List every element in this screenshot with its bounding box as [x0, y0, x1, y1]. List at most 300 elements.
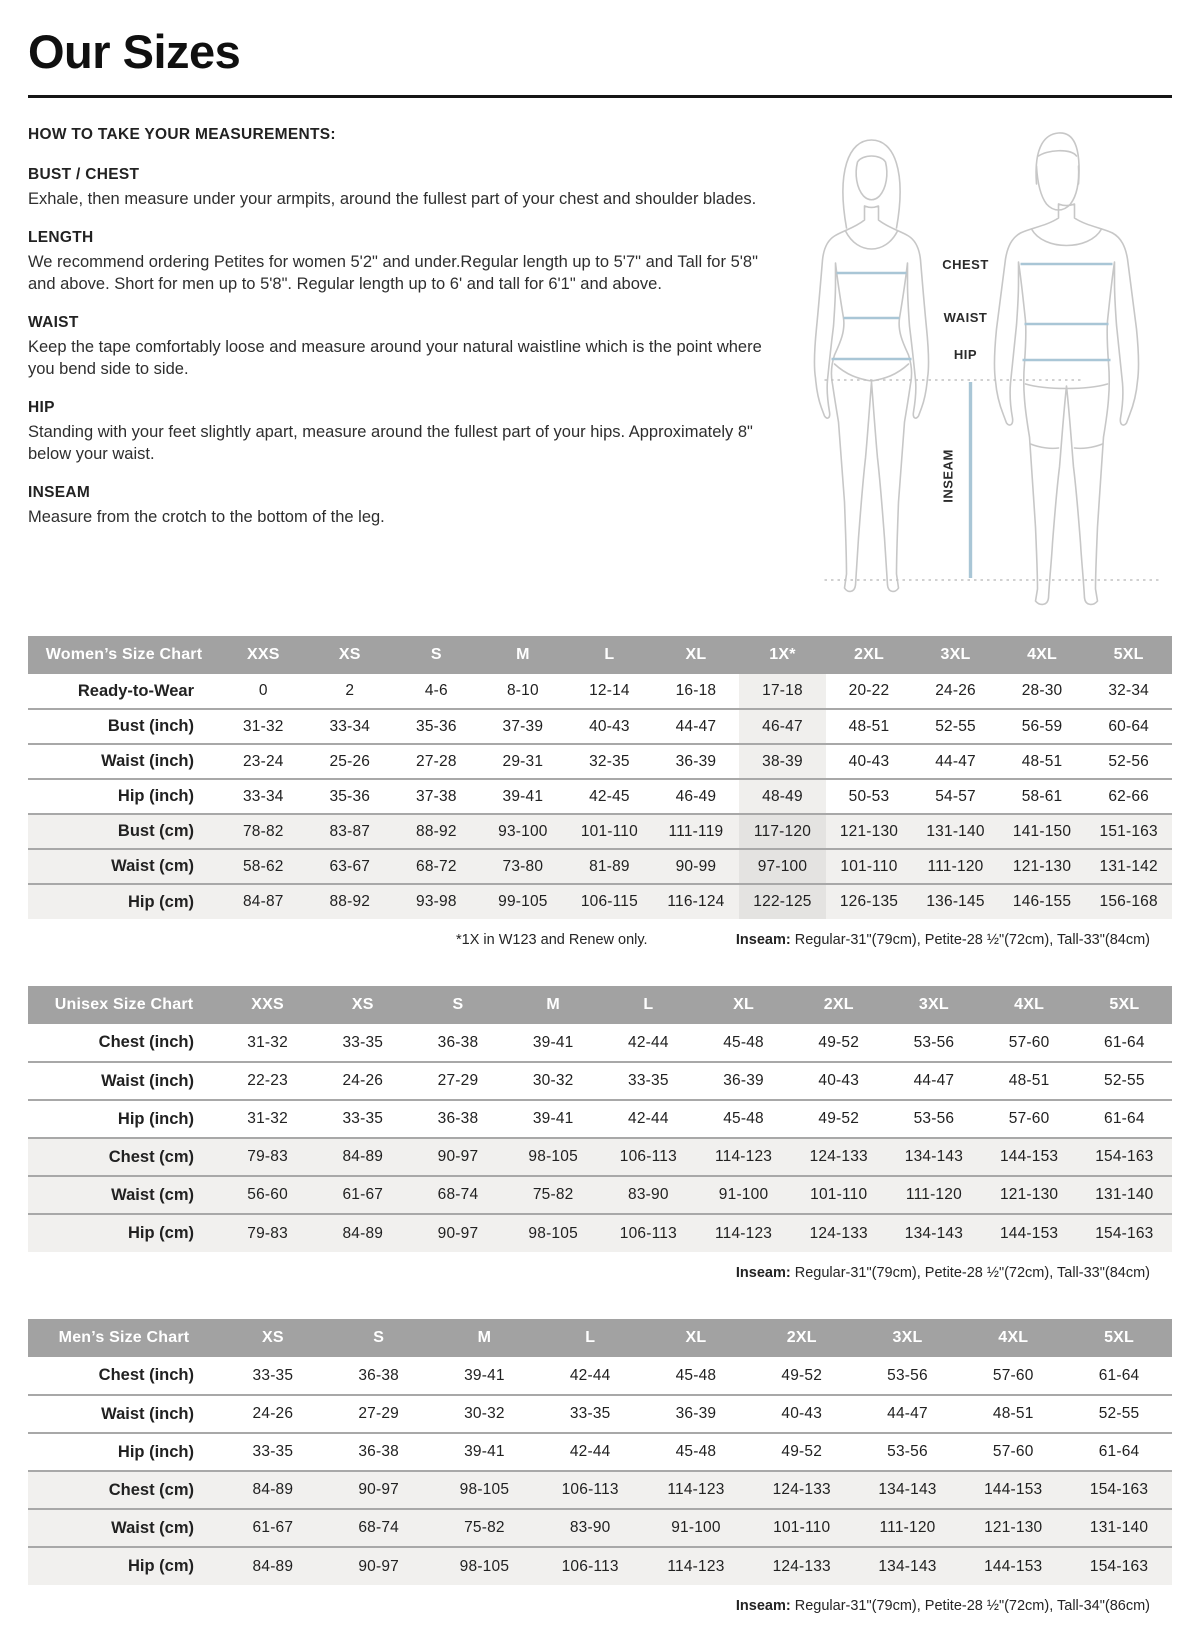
size-cell: 49-52 [818, 1033, 860, 1051]
size-cell: 116-124 [667, 893, 725, 910]
title-divider [28, 95, 1172, 98]
size-cell: 93-98 [416, 893, 457, 910]
size-cell: 37-39 [502, 717, 544, 735]
size-cell: 57-60 [1008, 1033, 1050, 1051]
measurement-diagram [782, 128, 1172, 610]
size-cell: 131-140 [1089, 1519, 1149, 1536]
size-cell: 24-26 [342, 1072, 384, 1089]
size-cell: 73-80 [502, 857, 544, 875]
size-cell: 22-23 [247, 1072, 288, 1089]
size-cell: 68-72 [416, 857, 457, 875]
size-cell: 33-35 [252, 1443, 294, 1460]
size-cell: 156-168 [1099, 893, 1158, 910]
size-cell: 24-26 [252, 1405, 294, 1422]
size-cell: 52-56 [1108, 752, 1149, 770]
size-cell: 30-32 [532, 1072, 574, 1089]
size-cell: 84-87 [242, 893, 284, 910]
size-cell: 154-163 [1089, 1557, 1149, 1575]
table-row-ready-to-wear [28, 674, 1172, 709]
size-cell: 39-41 [464, 1443, 505, 1460]
size-cell: 54-57 [935, 787, 976, 805]
size-cell: 4-6 [424, 682, 448, 699]
size-cell: 106-115 [580, 893, 638, 910]
body-figures-illustration [782, 128, 1172, 610]
row-label: Bust (inch) [107, 717, 194, 735]
size-cell: 35-36 [416, 717, 457, 735]
women-s-size-chart [28, 636, 1172, 919]
size-cell: 114-123 [667, 1481, 725, 1498]
table-footnote [28, 932, 1150, 948]
size-cell: 39-41 [532, 1110, 574, 1127]
size-cell: 31-32 [242, 717, 284, 735]
size-cell: 17-18 [739, 674, 826, 709]
table-row-waist-inch [28, 1062, 1172, 1100]
column-header-3xl: 3XL [912, 636, 999, 674]
size-cell: 98-105 [528, 1148, 578, 1165]
size-cell: 48-49 [739, 779, 826, 814]
size-cell: 101-110 [773, 1519, 831, 1536]
size-cell: 111-120 [879, 1519, 936, 1536]
size-cell: 42-44 [569, 1366, 611, 1384]
size-cell: 111-120 [905, 1186, 962, 1203]
size-cell: 154-163 [1095, 1224, 1154, 1242]
size-cell: 126-135 [839, 893, 899, 910]
size-cell: 53-56 [913, 1110, 955, 1127]
size-cell: 42-45 [589, 787, 630, 805]
size-cell: 88-92 [416, 822, 457, 840]
row-label: Waist (inch) [101, 752, 194, 770]
size-cell: 32-34 [1108, 682, 1149, 699]
section-inseam [28, 484, 774, 529]
size-cell: 106-113 [619, 1148, 677, 1165]
size-cell: 141-150 [1012, 822, 1072, 840]
size-cell: 45-48 [723, 1110, 764, 1127]
size-cell: 40-43 [589, 717, 630, 735]
size-cell: 121-130 [839, 822, 899, 840]
table-row-waist-inch [28, 1395, 1172, 1433]
men-s-size-chart-block [28, 1319, 1172, 1614]
size-cell: 90-97 [358, 1481, 399, 1498]
size-cell: 56-59 [1021, 717, 1063, 735]
size-cell: 134-143 [904, 1148, 964, 1165]
size-cell: 48-51 [848, 717, 890, 735]
table-footnote [28, 1265, 1150, 1281]
row-label: Waist (cm) [111, 1185, 194, 1204]
size-cell: 52-55 [1098, 1405, 1140, 1422]
table-row-waist-cm [28, 849, 1172, 884]
column-header-5xl: 5XL [1077, 986, 1172, 1024]
inseam-footnote-label: Inseam: [735, 1265, 791, 1281]
size-cell: 78-82 [242, 822, 284, 840]
section-bust-chest [28, 166, 774, 211]
size-cell: 25-26 [329, 752, 371, 770]
row-label: Chest (cm) [108, 1147, 194, 1166]
table-row-bust-inch [28, 709, 1172, 744]
size-cell: 83-90 [569, 1519, 611, 1536]
size-cell: 60-64 [1108, 717, 1149, 735]
size-cell: 131-140 [1095, 1186, 1154, 1203]
size-cell: 91-100 [671, 1519, 721, 1536]
size-cell: 46-47 [739, 709, 826, 744]
table-row-hip-cm [28, 1214, 1172, 1252]
size-cell: 33-35 [342, 1110, 384, 1127]
size-cell: 131-142 [1099, 857, 1158, 875]
size-cell: 117-120 [739, 814, 826, 849]
size-cell: 40-43 [781, 1405, 823, 1422]
size-cell: 62-66 [1108, 787, 1149, 805]
row-label: Ready-to-Wear [77, 681, 194, 700]
column-header-4xl: 4XL [999, 636, 1086, 674]
size-cell: 144-153 [999, 1148, 1059, 1165]
size-cell: 134-143 [904, 1224, 964, 1242]
section-heading: LENGTH [28, 228, 94, 246]
section-length [28, 229, 774, 296]
size-cell: 36-38 [437, 1033, 479, 1051]
size-cell: 106-113 [619, 1224, 677, 1242]
size-cell: 83-87 [329, 822, 371, 840]
column-header-m: M [506, 986, 601, 1024]
size-cell: 36-39 [675, 1405, 717, 1422]
size-cell: 61-67 [342, 1186, 384, 1203]
size-cell: 98-105 [459, 1481, 510, 1498]
size-cell: 53-56 [887, 1443, 928, 1460]
size-cell: 84-89 [252, 1557, 294, 1575]
table-row-waist-cm [28, 1176, 1172, 1214]
size-cell: 61-64 [1098, 1443, 1140, 1460]
size-cell: 31-32 [247, 1110, 288, 1127]
size-cell: 49-52 [781, 1443, 823, 1460]
size-cell: 124-133 [809, 1224, 868, 1242]
size-cell: 84-89 [342, 1224, 384, 1242]
size-cell: 48-51 [992, 1405, 1034, 1422]
size-cell: 35-36 [329, 787, 371, 805]
row-label: Waist (cm) [111, 1518, 194, 1537]
size-cell: 90-97 [437, 1148, 479, 1165]
column-header-s: S [393, 636, 480, 674]
size-cell: 42-44 [569, 1443, 611, 1460]
size-cell: 40-43 [848, 752, 890, 770]
size-cell: 39-41 [502, 787, 544, 805]
size-cell: 16-18 [675, 682, 717, 699]
column-header-2xl: 2XL [826, 636, 913, 674]
size-cell: 144-153 [984, 1481, 1043, 1498]
size-cell: 98-105 [459, 1557, 510, 1575]
inseam-label: INSEAM [940, 449, 956, 503]
size-cell: 39-41 [464, 1366, 505, 1384]
column-header-s: S [326, 1319, 432, 1357]
size-cell: 136-145 [926, 893, 985, 910]
size-cell: 27-29 [358, 1405, 399, 1422]
size-cell: 114-123 [667, 1557, 725, 1575]
chest-label: CHEST [942, 257, 989, 272]
section-body: Keep the tape comfortably loose and measure around your natural waistline which is the point where you bend side to side. [28, 337, 762, 378]
column-header-xs: XS [220, 1319, 326, 1357]
inseam-footnote-label: Inseam: [735, 1598, 791, 1614]
size-cell: 45-48 [723, 1033, 764, 1051]
male-figure [994, 133, 1138, 604]
column-header-xl: XL [653, 636, 740, 674]
size-cell: 27-28 [416, 752, 457, 770]
size-cell: 50-53 [848, 787, 890, 805]
size-cell: 101-110 [580, 822, 638, 840]
size-cell: 36-39 [723, 1072, 764, 1089]
size-cell: 75-82 [532, 1186, 574, 1203]
size-cell: 61-67 [252, 1519, 294, 1536]
size-cell: 58-62 [242, 857, 284, 875]
column-header-xxs: XXS [220, 986, 315, 1024]
size-cell: 84-89 [252, 1481, 294, 1498]
size-cell: 30-32 [464, 1405, 505, 1422]
size-cell: 101-110 [810, 1186, 868, 1203]
size-cell: 33-35 [628, 1072, 669, 1089]
column-header-2xl: 2XL [749, 1319, 855, 1357]
column-header-l: L [537, 1319, 643, 1357]
size-cell: 8-10 [506, 682, 539, 699]
size-cell: 49-52 [818, 1110, 860, 1127]
size-cell: 90-97 [358, 1557, 399, 1575]
size-cell: 44-47 [675, 717, 717, 735]
size-cell: 57-60 [992, 1443, 1034, 1460]
header-row [28, 986, 1172, 1024]
size-cell: 57-60 [1008, 1110, 1050, 1127]
table-row-chest-inch [28, 1024, 1172, 1062]
table-row-waist-inch [28, 744, 1172, 779]
section-heading: WAIST [28, 313, 79, 331]
size-cell: 61-64 [1104, 1033, 1145, 1051]
size-cell: 124-133 [772, 1481, 831, 1498]
size-cell: 48-51 [1021, 752, 1063, 770]
size-cell: 98-105 [528, 1224, 578, 1242]
size-cell: 121-130 [999, 1186, 1059, 1203]
size-cell: 48-51 [1008, 1072, 1050, 1089]
size-cell: 144-153 [984, 1557, 1043, 1575]
size-cell: 36-39 [675, 752, 717, 770]
table-row-hip-cm [28, 884, 1172, 919]
size-cell: 90-99 [675, 857, 717, 875]
size-cell: 0 [258, 682, 268, 699]
size-cell: 61-64 [1098, 1366, 1140, 1384]
footnote-1x-note: *1X in W123 and Renew only. [456, 932, 648, 948]
size-cell: 58-61 [1021, 787, 1063, 805]
men-s-size-chart [28, 1319, 1172, 1585]
size-cell: 68-74 [358, 1519, 399, 1536]
size-cell: 121-130 [984, 1519, 1043, 1536]
size-cell: 154-163 [1095, 1148, 1154, 1165]
size-cell: 106-113 [561, 1481, 619, 1498]
column-header-3xl: 3XL [886, 986, 981, 1024]
row-label: Chest (inch) [98, 1033, 194, 1051]
size-cell: 33-35 [569, 1405, 611, 1422]
size-cell: 151-163 [1099, 822, 1158, 840]
section-body: Exhale, then measure under your armpits, around the fullest part of your chest and shoulder blades. [28, 190, 757, 208]
size-cell: 84-89 [342, 1148, 384, 1165]
size-cell: 56-60 [247, 1186, 288, 1203]
inseam-footnote [736, 932, 1150, 948]
inseam-footnote-text: Regular-31"(79cm), Petite-28 ½"(72cm), Tall-33"(84cm) [790, 1265, 1150, 1281]
column-header-s: S [410, 986, 505, 1024]
table-row-waist-cm [28, 1509, 1172, 1547]
table-row-chest-cm [28, 1471, 1172, 1509]
size-cell: 57-60 [992, 1366, 1034, 1384]
column-header-5xl: 5XL [1066, 1319, 1172, 1357]
size-cell: 134-143 [878, 1481, 937, 1498]
size-cell: 124-133 [772, 1557, 831, 1575]
size-cell: 134-143 [878, 1557, 937, 1575]
size-cell: 24-26 [935, 682, 976, 699]
size-cell: 45-48 [675, 1443, 717, 1460]
size-cell: 28-30 [1021, 682, 1063, 699]
size-cell: 90-97 [437, 1224, 479, 1242]
inseam-footnote-text: Regular-31"(79cm), Petite-28 ½"(72cm), Tall-34"(86cm) [790, 1598, 1150, 1614]
size-cell: 93-100 [498, 822, 548, 840]
row-label: Hip (cm) [128, 1557, 194, 1575]
size-charts [28, 636, 1172, 1614]
table-row-chest-inch [28, 1357, 1172, 1395]
row-label: Chest (cm) [108, 1480, 194, 1499]
inseam-footnote [736, 1598, 1150, 1614]
size-cell: 79-83 [247, 1224, 288, 1242]
size-cell: 36-38 [358, 1443, 399, 1460]
section-heading: HIP [28, 398, 55, 416]
size-cell: 124-133 [809, 1148, 868, 1165]
section-hip [28, 399, 774, 466]
size-cell: 38-39 [739, 744, 826, 779]
size-cell: 40-43 [818, 1072, 860, 1089]
size-cell: 53-56 [887, 1366, 928, 1384]
column-header-xs: XS [315, 986, 410, 1024]
size-cell: 53-56 [913, 1033, 955, 1051]
size-cell: 146-155 [1012, 893, 1072, 910]
size-cell: 44-47 [935, 752, 976, 770]
row-label: Bust (cm) [117, 822, 194, 840]
column-header-4xl: 4XL [982, 986, 1077, 1024]
row-label: Waist (cm) [111, 857, 194, 875]
size-cell: 106-113 [561, 1557, 619, 1575]
size-cell: 45-48 [675, 1366, 717, 1384]
size-cell: 61-64 [1104, 1110, 1145, 1127]
column-header-xl: XL [696, 986, 791, 1024]
size-cell: 31-32 [247, 1033, 288, 1051]
size-cell: 27-29 [437, 1072, 479, 1089]
instructions-heading: HOW TO TAKE YOUR MEASUREMENTS: [28, 126, 336, 143]
size-cell: 37-38 [416, 787, 457, 805]
size-cell: 44-47 [887, 1405, 928, 1422]
size-cell: 36-38 [437, 1110, 479, 1127]
column-header-m: M [480, 636, 567, 674]
unisex-size-chart [28, 986, 1172, 1252]
size-cell: 114-123 [714, 1148, 773, 1165]
size-cell: 88-92 [329, 893, 371, 910]
size-cell: 121-130 [1012, 857, 1072, 875]
row-label: Hip (inch) [117, 1442, 194, 1461]
size-cell: 46-49 [675, 787, 717, 805]
size-cell: 33-35 [342, 1033, 384, 1051]
inseam-footnote [736, 1265, 1150, 1281]
size-cell: 79-83 [247, 1148, 288, 1165]
size-cell: 114-123 [714, 1224, 773, 1242]
size-cell: 33-34 [242, 787, 284, 805]
column-header-l: L [566, 636, 653, 674]
female-figure [814, 140, 928, 591]
row-label: Waist (inch) [101, 1071, 194, 1090]
waist-label: WAIST [943, 310, 988, 325]
size-cell: 144-153 [999, 1224, 1059, 1242]
row-label: Hip (inch) [117, 787, 194, 805]
size-cell: 63-67 [329, 857, 371, 875]
size-cell: 99-105 [498, 893, 548, 910]
column-header-xxs: XXS [220, 636, 307, 674]
size-cell: 52-55 [1104, 1072, 1145, 1089]
size-cell: 111-120 [927, 857, 984, 875]
inseam-footnote-text: Regular-31"(79cm), Petite-28 ½"(72cm), Tall-33"(84cm) [790, 932, 1150, 948]
size-cell: 12-14 [589, 682, 630, 699]
column-header-2xl: 2XL [791, 986, 886, 1024]
header-row [28, 636, 1172, 674]
column-header-m: M [432, 1319, 538, 1357]
top-section [28, 126, 1172, 610]
measurement-instructions [28, 126, 774, 547]
size-cell: 23-24 [242, 752, 284, 770]
page-title: Our Sizes [28, 25, 241, 78]
row-label: Waist (inch) [101, 1404, 194, 1423]
column-header-3xl: 3XL [855, 1319, 961, 1357]
section-body: Standing with your feet slightly apart, measure around the fullest part of your hips. Approximately 8" below your waist. [28, 422, 753, 463]
row-label: Chest (inch) [98, 1366, 194, 1384]
hip-label: HIP [953, 347, 978, 362]
table-row-hip-inch [28, 1433, 1172, 1471]
size-cell: 97-100 [739, 849, 826, 884]
size-cell: 52-55 [935, 717, 976, 735]
table-row-hip-inch [28, 1100, 1172, 1138]
size-cell: 111-119 [668, 822, 724, 840]
size-cell: 33-35 [252, 1366, 294, 1384]
table-title: Unisex Size Chart [28, 986, 220, 1024]
size-cell: 75-82 [464, 1519, 505, 1536]
section-heading: INSEAM [28, 483, 91, 501]
column-header-5xl: 5XL [1085, 636, 1172, 674]
size-cell: 83-90 [628, 1186, 669, 1203]
row-label: Hip (cm) [128, 1224, 194, 1242]
size-cell: 39-41 [532, 1033, 574, 1051]
table-title: Men’s Size Chart [28, 1319, 220, 1357]
column-header-xl: XL [643, 1319, 749, 1357]
table-footnote [28, 1598, 1150, 1614]
table-row-hip-inch [28, 779, 1172, 814]
size-cell: 91-100 [718, 1186, 769, 1203]
size-cell: 20-22 [848, 682, 890, 699]
size-cell: 81-89 [589, 857, 630, 875]
size-cell: 131-140 [926, 822, 985, 840]
table-row-bust-cm [28, 814, 1172, 849]
unisex-size-chart-block [28, 986, 1172, 1281]
column-header-1x: 1X* [739, 636, 826, 674]
size-cell: 33-34 [329, 717, 371, 735]
size-cell: 2 [345, 682, 355, 699]
women-s-size-chart-block [28, 636, 1172, 948]
size-cell: 154-163 [1089, 1481, 1149, 1498]
size-cell: 49-52 [781, 1366, 823, 1384]
table-row-hip-cm [28, 1547, 1172, 1585]
column-header-4xl: 4XL [960, 1319, 1066, 1357]
row-label: Hip (cm) [128, 892, 194, 911]
section-heading: BUST / CHEST [28, 166, 140, 183]
size-cell: 42-44 [628, 1033, 669, 1051]
size-cell: 101-110 [840, 857, 898, 875]
size-cell: 32-35 [589, 752, 630, 770]
section-body: Measure from the crotch to the bottom of the leg. [28, 507, 385, 526]
inseam-footnote-label: Inseam: [735, 932, 791, 948]
table-title: Women’s Size Chart [28, 636, 220, 674]
